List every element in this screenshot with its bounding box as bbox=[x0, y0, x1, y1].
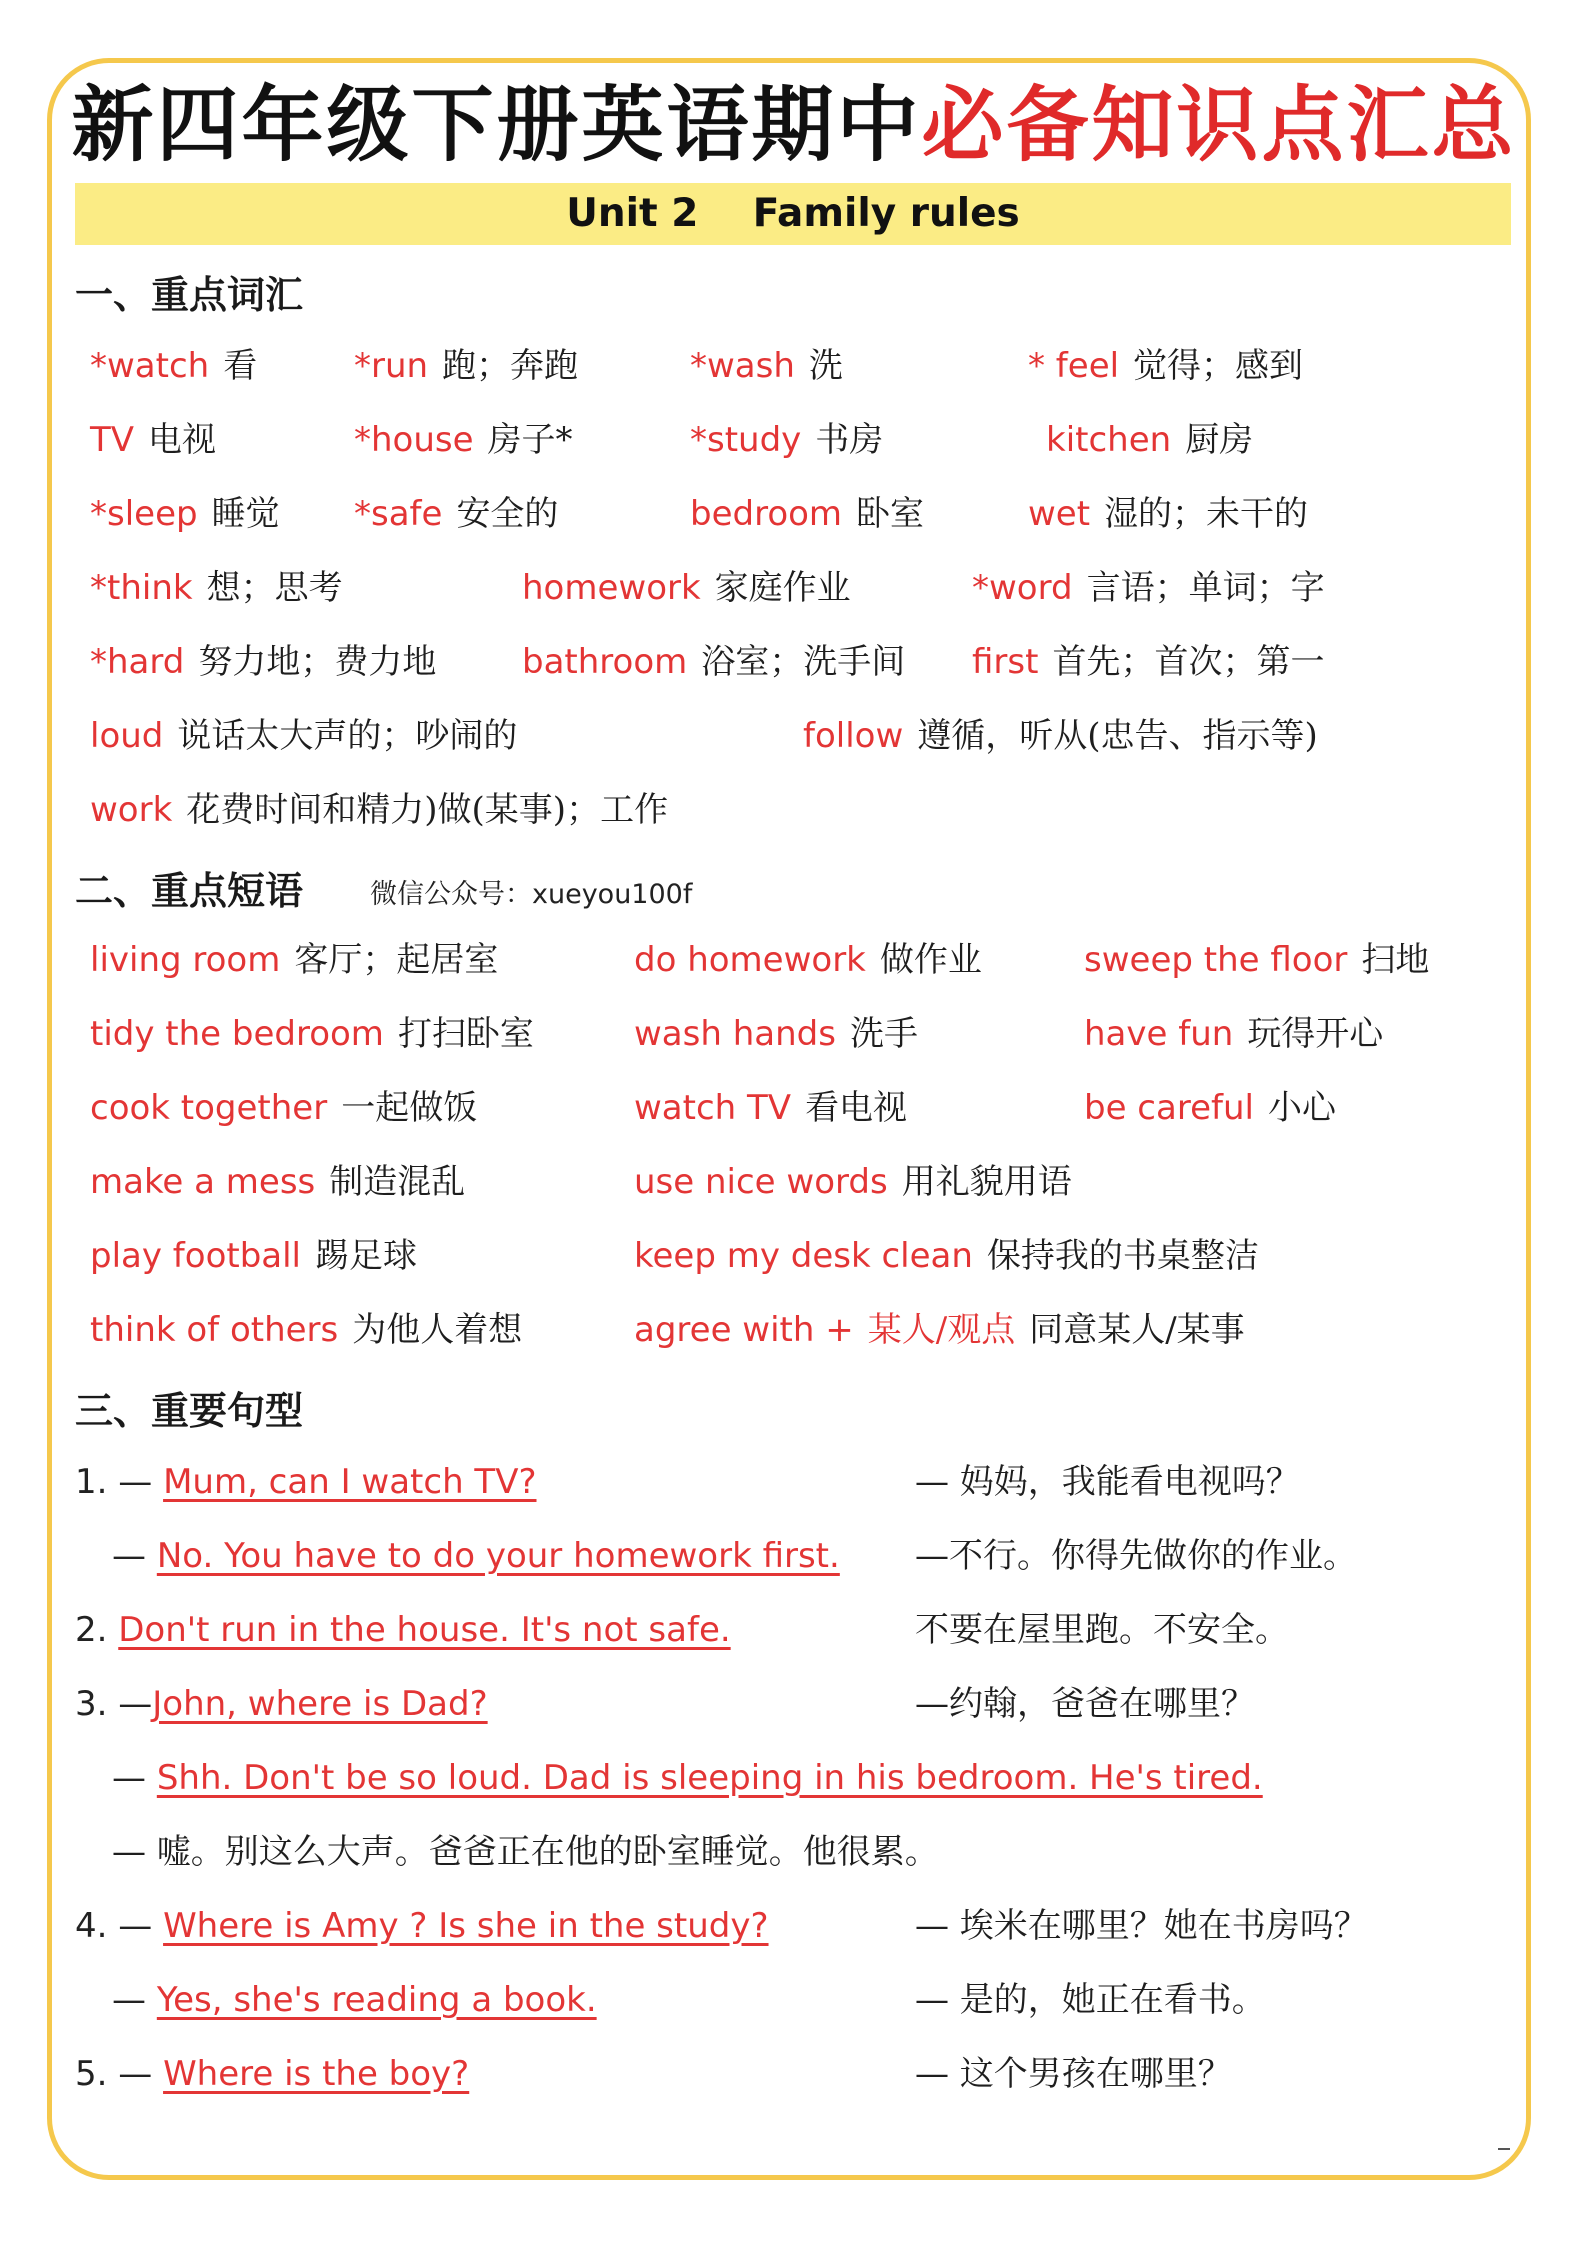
vocab-item: *sleep 睡觉 bbox=[90, 494, 280, 534]
section-sentences-heading: 三、重要句型 bbox=[75, 1388, 304, 1433]
vocab-item: *wash 洗 bbox=[690, 346, 843, 386]
title-black: 新四年级下册英语期中 bbox=[71, 77, 922, 173]
vocab-item: wet 湿的；未干的 bbox=[1028, 494, 1309, 534]
page-title bbox=[0, 70, 1588, 180]
section-vocab-heading: 一、重点词汇 bbox=[75, 272, 304, 317]
phrase-item: be careful 小心 bbox=[1084, 1088, 1336, 1128]
vocab-item: *watch 看 bbox=[90, 346, 258, 386]
sentence-line: 5. — Where is the boy? bbox=[75, 2054, 470, 2094]
vocab-item: loud 说话太大声的；吵闹的 bbox=[90, 716, 518, 756]
phrase-item: watch TV 看电视 bbox=[634, 1088, 908, 1128]
sentence-line: 2. Don't run in the house. It's not safe. bbox=[75, 1610, 731, 1650]
phrase-item: tidy the bedroom 打扫卧室 bbox=[90, 1014, 534, 1054]
vocab-item: kitchen 厨房 bbox=[1046, 420, 1254, 460]
sentence-translation: —约翰，爸爸在哪里？ bbox=[915, 1684, 1255, 1724]
sentence-translation: — 妈妈，我能看电视吗？ bbox=[915, 1462, 1300, 1502]
sentence-line: 3. —John, where is Dad? bbox=[75, 1684, 488, 1724]
phrase-item: make a mess 制造混乱 bbox=[90, 1162, 466, 1202]
vocab-item: first 首先；首次；第一 bbox=[972, 642, 1325, 682]
phrase-item: play football 踢足球 bbox=[90, 1236, 418, 1276]
vocab-item: homework 家庭作业 bbox=[522, 568, 851, 608]
vocab-item: *word 言语；单词；字 bbox=[972, 568, 1325, 608]
phrase-item: have fun 玩得开心 bbox=[1084, 1014, 1384, 1054]
sentence-translation: — 这个男孩在哪里？ bbox=[915, 2054, 1232, 2094]
phrase-item: do homework 做作业 bbox=[634, 940, 982, 980]
sentence-translation: —不行。你得先做你的作业。 bbox=[915, 1536, 1357, 1576]
vocab-item: follow 遵循，听从(忠告、指示等) bbox=[803, 716, 1318, 756]
title-red: 必备知识点汇总 bbox=[921, 77, 1517, 173]
phrase-item: use nice words 用礼貌用语 bbox=[634, 1162, 1072, 1202]
vocab-item: TV 电视 bbox=[90, 420, 217, 460]
vocab-item: bathroom 浴室；洗手间 bbox=[522, 642, 906, 682]
vocab-item: * feel 觉得；感到 bbox=[1028, 346, 1304, 386]
phrase-item: cook together 一起做饭 bbox=[90, 1088, 478, 1128]
wechat-note: 微信公众号：xueyou100f bbox=[370, 879, 693, 910]
phrase-item: living room 客厅；起居室 bbox=[90, 940, 499, 980]
sentence-translation: — 嘘。别这么大声。爸爸正在他的卧室睡觉。他很累。 bbox=[112, 1832, 939, 1872]
phrase-item: think of others 为他人着想 bbox=[90, 1310, 523, 1350]
sentence-line: — Shh. Don't be so loud. Dad is sleeping in his bedroom. He's tired. bbox=[112, 1758, 1263, 1798]
section-phrases-heading: 二、重点短语 bbox=[75, 868, 304, 913]
phrase-item: sweep the floor 扫地 bbox=[1084, 940, 1430, 980]
phrase-item: wash hands 洗手 bbox=[634, 1014, 918, 1054]
sentence-line: — Yes, she's reading a book. bbox=[112, 1980, 597, 2020]
vocab-item: *think 想；思考 bbox=[90, 568, 343, 608]
vocab-item: *run 跑；奔跑 bbox=[354, 346, 579, 386]
sentence-translation: — 是的，她正在看书。 bbox=[915, 1980, 1266, 2020]
sentence-line: 1. — Mum, can I watch TV? bbox=[75, 1462, 537, 1502]
phrase-item: agree with + 某人/观点 同意某人/某事 bbox=[634, 1310, 1245, 1350]
vocab-item: *hard 努力地；费力地 bbox=[90, 642, 437, 682]
vocab-item: bedroom 卧室 bbox=[690, 494, 925, 534]
vocab-item: *house 房子* bbox=[354, 420, 573, 460]
vocab-item: *study 书房 bbox=[690, 420, 884, 460]
phrase-item: keep my desk clean 保持我的书桌整洁 bbox=[634, 1236, 1259, 1276]
vocab-item: work 花费时间和精力)做(某事)；工作 bbox=[90, 790, 669, 830]
sentence-translation: 不要在屋里跑。不安全。 bbox=[915, 1610, 1289, 1650]
unit-heading: Unit 2 Family rules bbox=[75, 183, 1511, 245]
sentence-line: — No. You have to do your homework first. bbox=[112, 1536, 840, 1576]
sentence-line: 4. — Where is Amy ? Is she in the study? bbox=[75, 1906, 769, 1946]
sentence-translation: — 埃米在哪里？她在书房吗？ bbox=[915, 1906, 1368, 1946]
vocab-item: *safe 安全的 bbox=[354, 494, 559, 534]
corner-mark bbox=[1498, 2148, 1510, 2150]
